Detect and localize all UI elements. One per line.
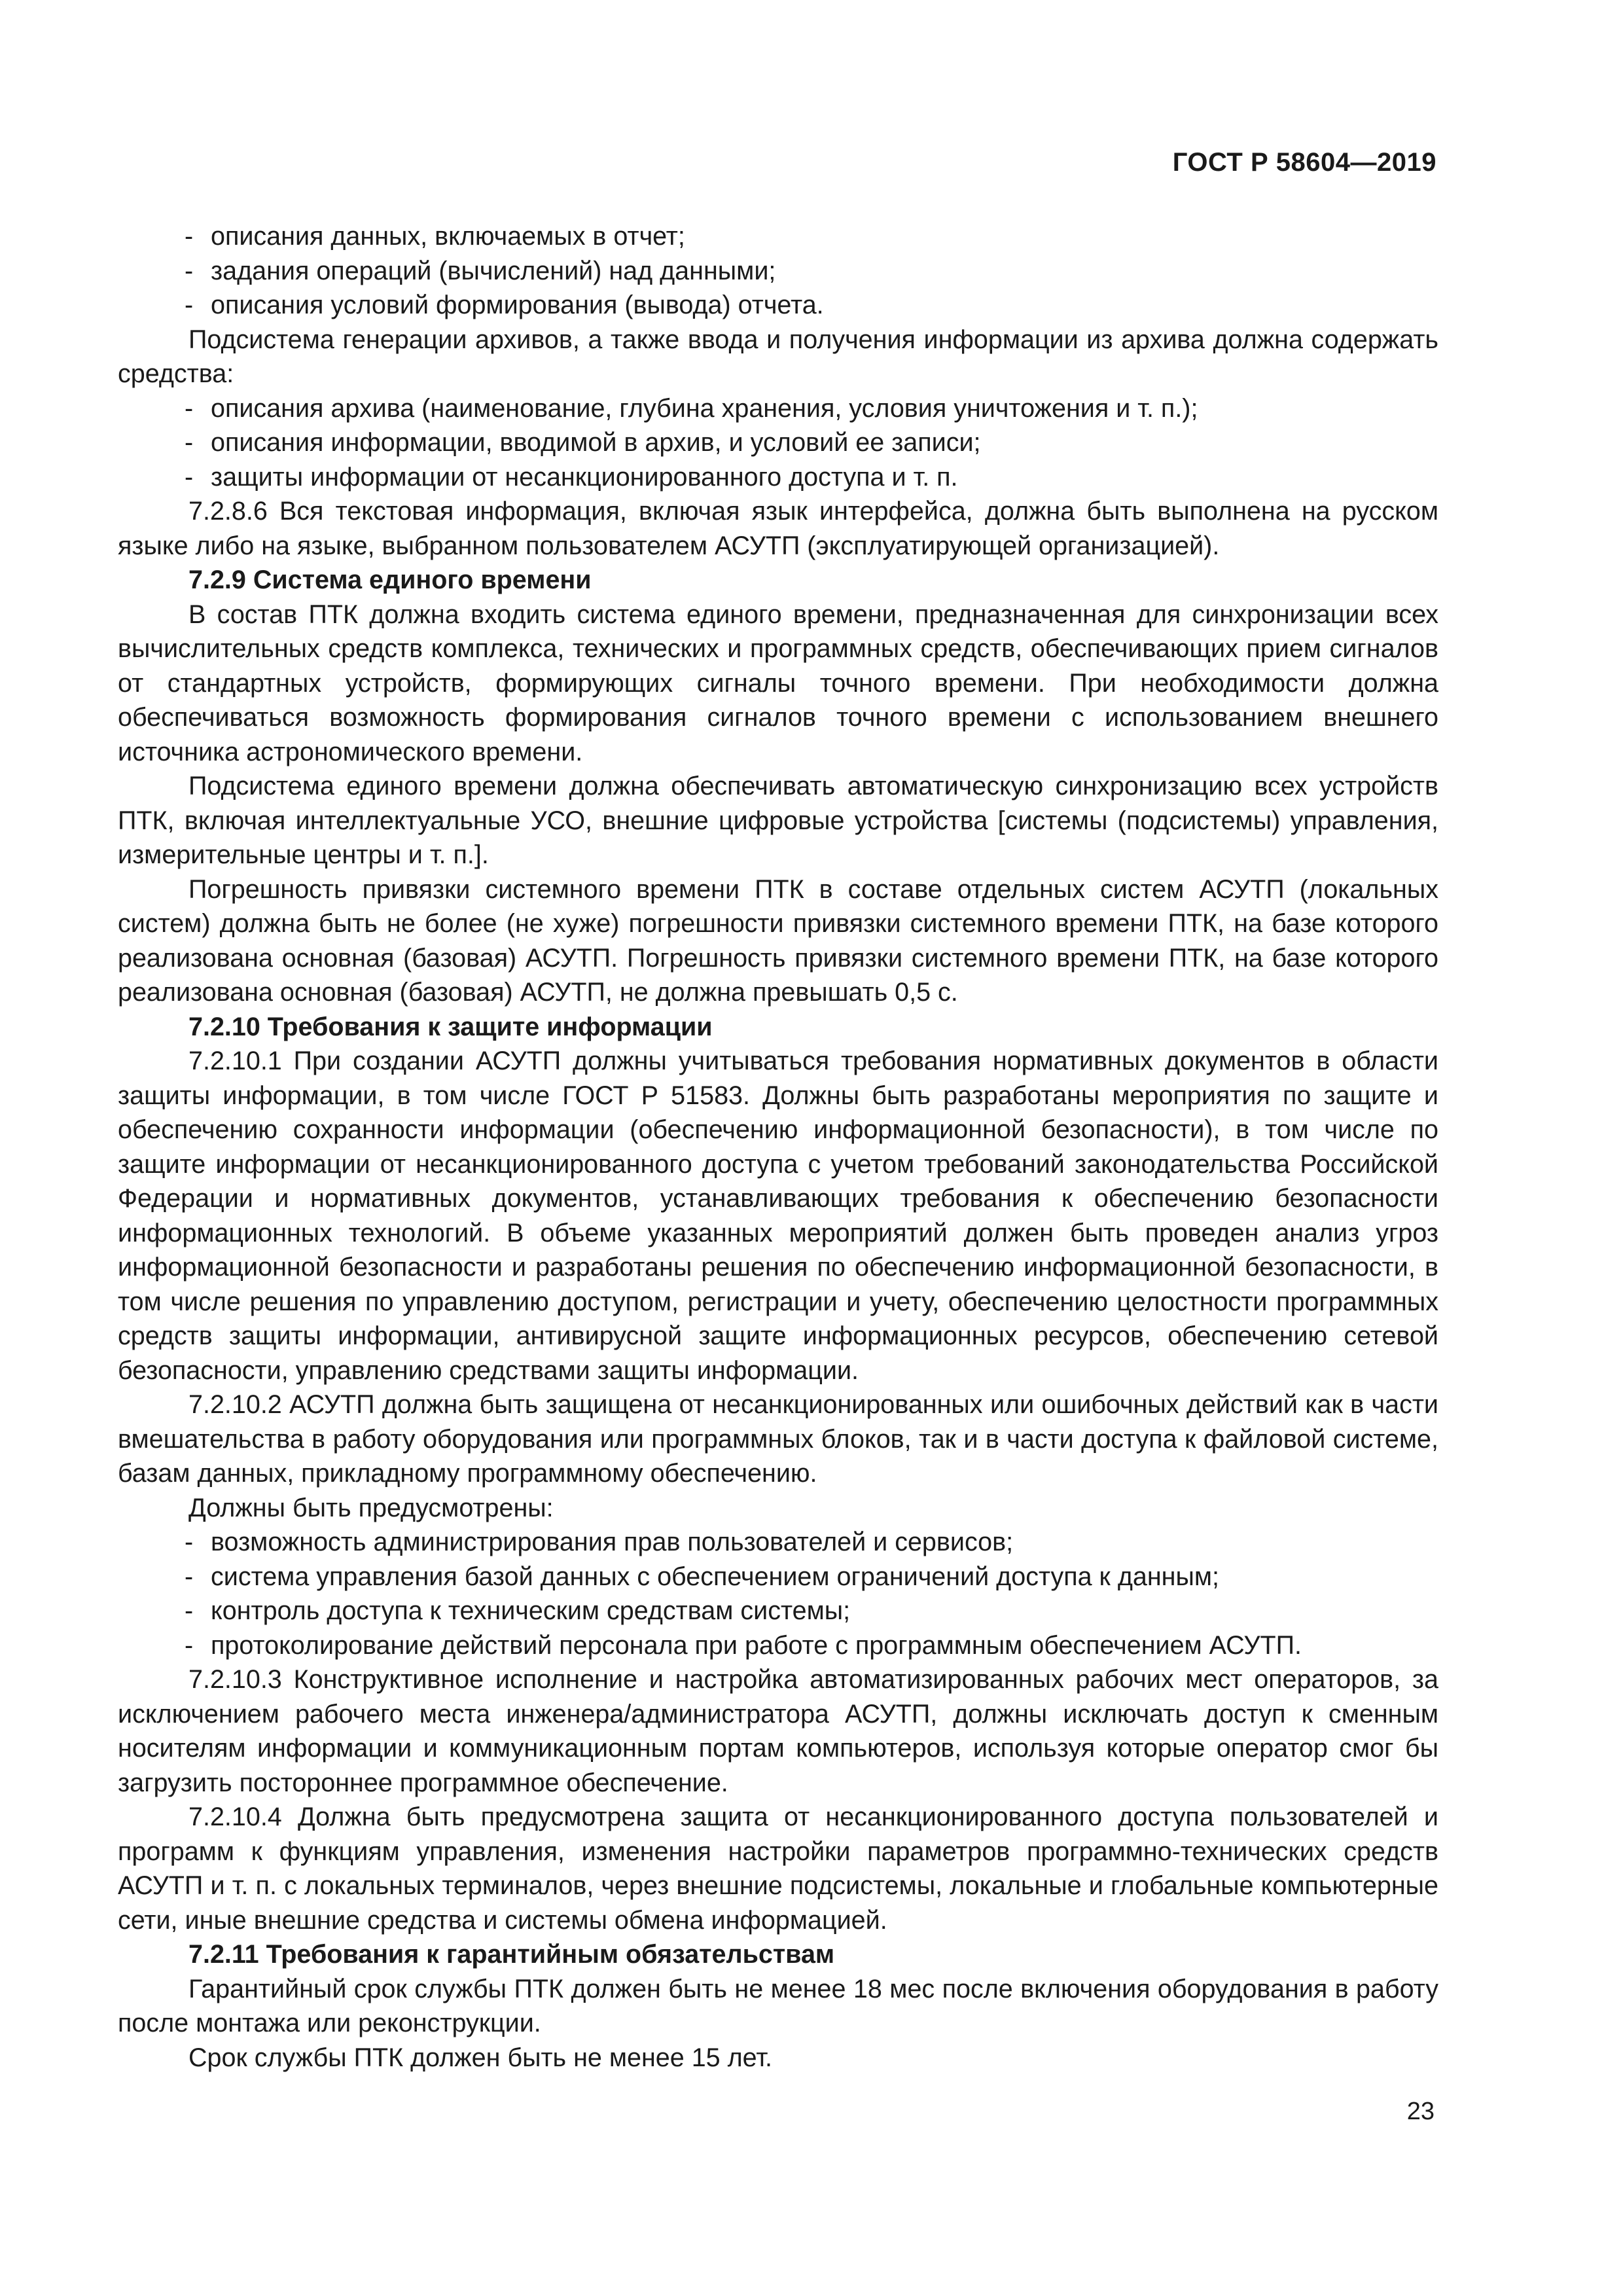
paragraph-7-2-11-2: Срок службы ПТК должен быть не менее 15 лет. — [188, 2043, 773, 2072]
paragraph-7-2-10-2: 7.2.10.2 АСУТП должна быть защищена от несанкционированных или ошибочных действий как в части вмешательства в работу оборудования или программных блоков, так и в части доступа к файловой системе, базам данных, прикладному программному обеспечению. — [118, 1390, 1438, 1488]
list-dash: - — [185, 1562, 194, 1591]
list-item: - защиты информации от несанкционированного доступа и т. п. — [118, 460, 1438, 495]
page-number: 23 — [1406, 2098, 1435, 2125]
list-item: - возможность администрирования прав пользователей и сервисов; — [118, 1525, 1438, 1560]
list-dash: - — [185, 428, 194, 457]
list-item: - задания операций (вычислений) над данными; — [118, 254, 1438, 289]
paragraph-provided: Должны быть предусмотрены: — [188, 1493, 554, 1522]
list-item: - система управления базой данных с обеспечением ограничений доступа к данным; — [118, 1560, 1438, 1594]
paragraph-7-2-10-4: 7.2.10.4 Должна быть предусмотрена защита от несанкционированного доступа пользователей и программ к функциям управления, изменения настройки параметров программно-технических средств АСУТП и т. п. с локальных терминалов, через внешние подсистемы, локальные и глобальные компьютерные сети, иные внешние средства и системы обмена информацией. — [118, 1803, 1438, 1935]
paragraph-archive: Подсистема генерации архивов, а также ввода и получения информации из архива должна содержать средства: — [118, 325, 1438, 388]
list-dash: - — [185, 1630, 194, 1660]
paragraph-7-2-10-3: 7.2.10.3 Конструктивное исполнение и настройка автоматизированных рабочих мест операторов, за исключением рабочего места инженера/администратора АСУТП, должны исключать доступ к сменным носителям информации и коммуникационным портам компьютеров, используя которые оператор смог бы загрузить постороннее программное обеспечение. — [118, 1665, 1438, 1797]
list-dash: - — [185, 291, 194, 319]
list-dash: - — [185, 1596, 194, 1625]
list-item: - протоколирование действий персонала при работе с программным обеспечением АСУТП. — [118, 1628, 1438, 1663]
paragraph-7-2-10-1: 7.2.10.1 При создании АСУТП должны учитываться требования нормативных документов в области защиты информации, в том числе ГОСТ Р 51583. Должны быть разработаны мероприятия по защите и обеспечению сохранности информации (обеспечению информационной безопасности), в том числе по защите информации от несанкционированного доступа с учетом требований законодательства Российской Федерации и нормативных документов, устанавливающих требования к обеспечению безопасности информационных технологий. В объеме указанных мероприятий должен быть проведен анализ угроз информационной безопасности и разработаны решения по обеспечению информационной безопасности, в том числе решения по управлению доступом, регистрации и учету, обеспечению целостности программных средств защиты информации, антивирусной защите информационных ресурсов, обеспечению сетевой безопасности, управлению средствами защиты информации. — [118, 1047, 1438, 1385]
list-dash: - — [185, 222, 194, 251]
section-heading-7-2-11: 7.2.11 Требования к гарантийным обязательствам — [188, 1940, 835, 1969]
paragraph-7-2-8-6: 7.2.8.6 Вся текстовая информация, включая язык интерфейса, должна быть выполнена на русском языке либо на языке, выбранном пользователем АСУТП (эксплуатирующей организацией). — [118, 497, 1438, 560]
list-item: - контроль доступа к техническим средствам системы; — [118, 1594, 1438, 1628]
section-heading-7-2-10: 7.2.10 Требования к защите информации — [188, 1012, 713, 1041]
list-item: - описания архива (наименование, глубина хранения, условия уничтожения и т. п.); — [118, 391, 1438, 426]
section-heading-7-2-9: 7.2.9 Система единого времени — [188, 565, 592, 594]
paragraph-7-2-9-3: Погрешность привязки системного времени ПТК в составе отдельных систем АСУТП (локальных систем) должна быть не более (не хуже) погрешности привязки системного времени ПТК, на базе которого реализована основная (базовая) АСУТП. Погрешность привязки системного времени ПТК, на базе которого реализована основная (базовая) АСУТП, не должна превышать 0,5 с. — [118, 874, 1438, 1007]
paragraph-7-2-9-1: В состав ПТК должна входить система единого времени, предназначенная для синхронизации всех вычислительных средств комплекса, технических и программных средств, обеспечивающих прием сигналов от стандартных устройств, формирующих сигналы точного времени. При необходимости должна обеспечиваться возможность формирования сигналов точного времени с использованием внешнего источника астрономического времени. — [118, 600, 1438, 766]
list-dash: - — [185, 393, 194, 423]
list-dash: - — [185, 256, 194, 285]
paragraph-7-2-11-1: Гарантийный срок службы ПТК должен быть не менее 18 мес после включения оборудования в работу после монтажа или реконструкции. — [118, 1974, 1438, 2037]
list-item: - описания условий формирования (вывода) отчета. — [118, 288, 1438, 323]
list-item: - описания данных, включаемых в отчет; — [118, 219, 1438, 254]
list-dash: - — [185, 462, 194, 492]
paragraph-7-2-9-2: Подсистема единого времени должна обеспечивать автоматическую синхронизацию всех устройств ПТК, включая интеллектуальные УСО, внешние цифровые устройства [системы (подсистемы) управления, измерительные центры и т. п.]. — [118, 772, 1438, 869]
list-dash: - — [185, 1528, 194, 1556]
list-item: - описания информации, вводимой в архив, и условий ее записи; — [118, 425, 1438, 460]
document-header-standard-id: ГОСТ Р 58604—2019 — [1172, 148, 1436, 177]
document-body — [118, 219, 1438, 2075]
